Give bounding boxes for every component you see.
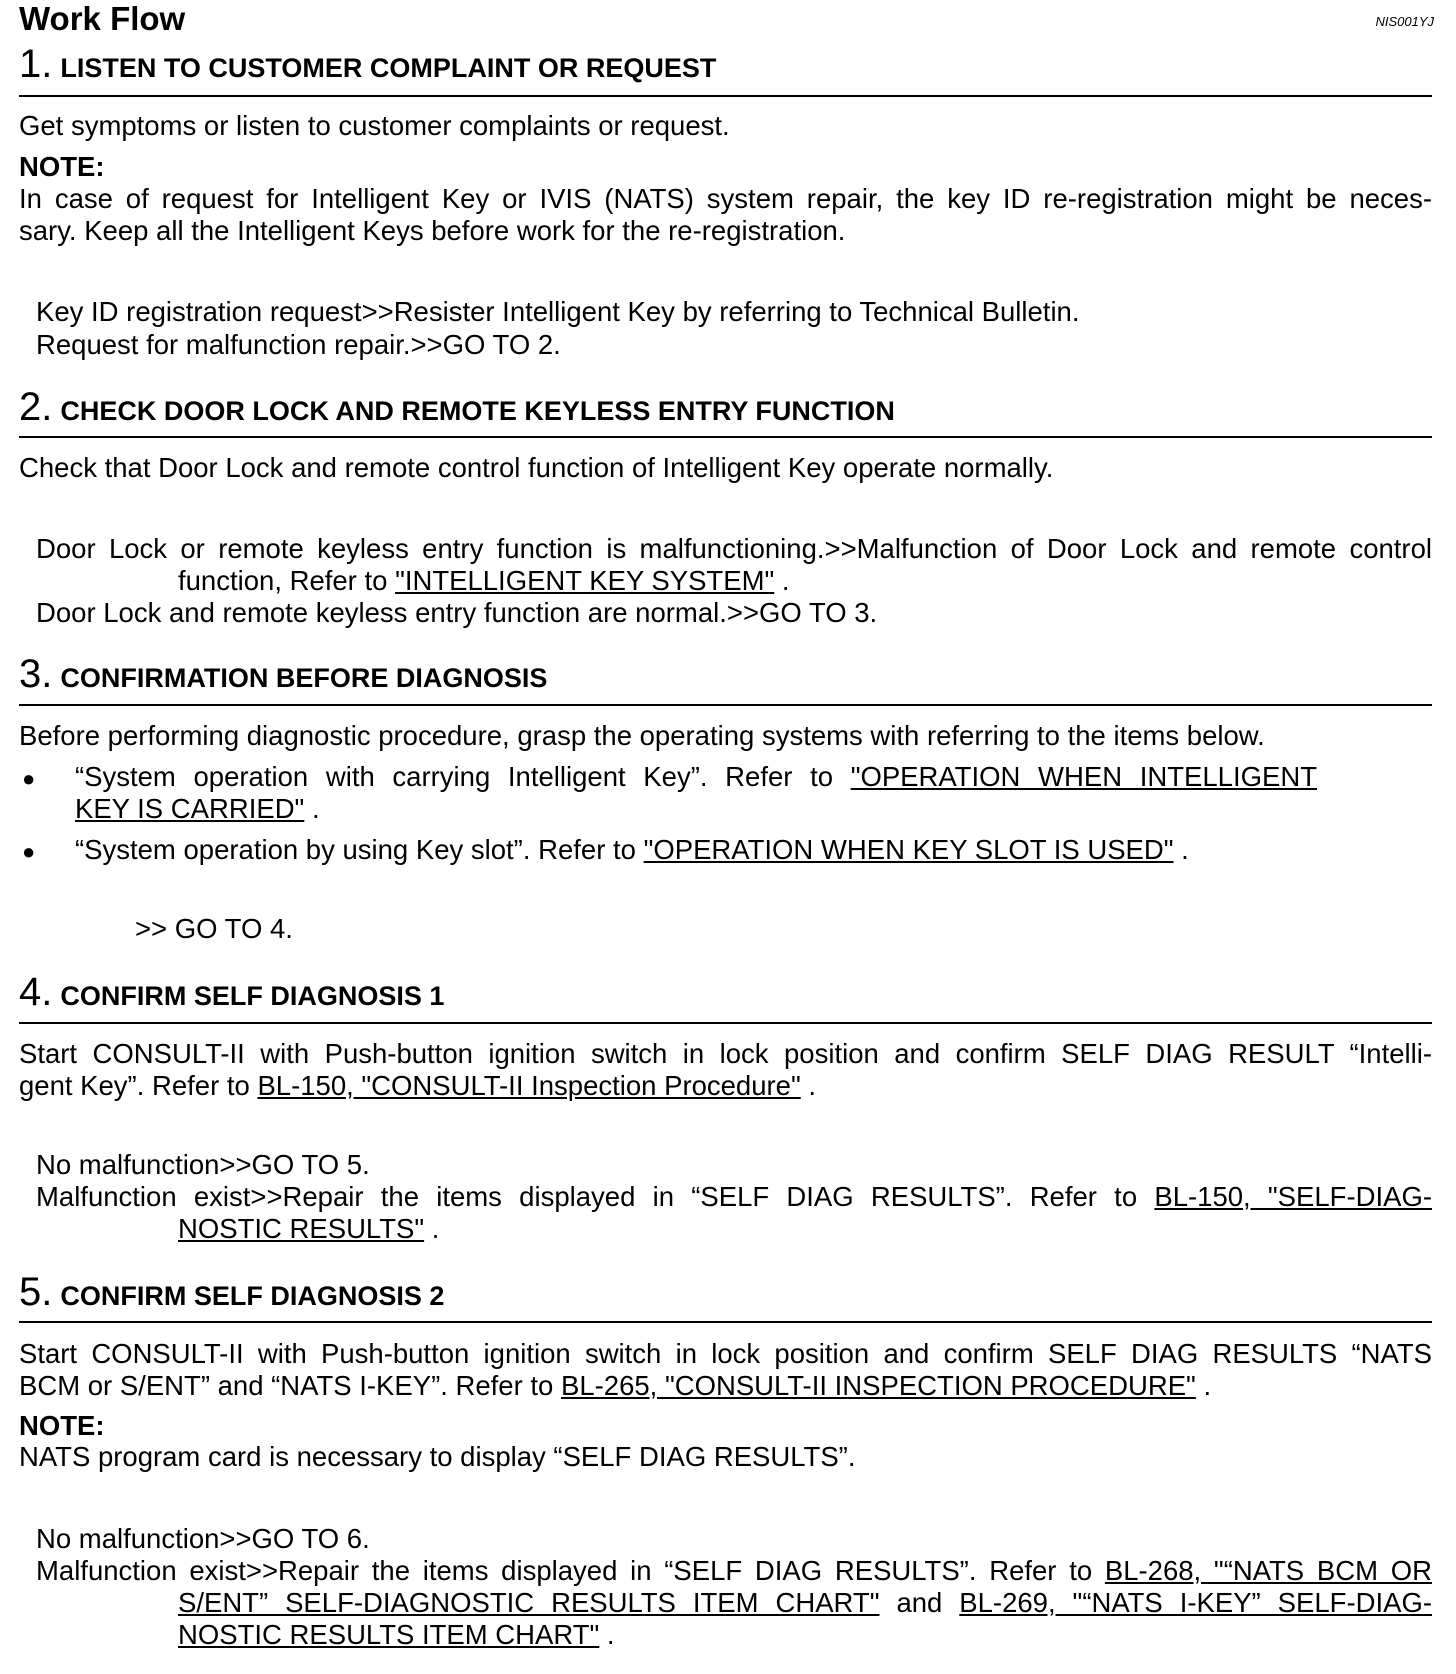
step-number: 4. [19,970,53,1014]
note-label: NOTE: [19,1410,105,1441]
text: Malfunction exist>>Repair the items displayed in “SELF DIAG RESULTS”. Refer to [36,1181,1155,1212]
step-title: CONFIRMATION BEFORE DIAGNOSIS [60,663,548,693]
step-1-body: Get symptoms or listen to customer complaints or request. [19,110,730,141]
result-line: Door Lock and remote keyless entry function are normal.>>GO TO 3. [36,597,878,628]
note-text: NATS program card is necessary to display “SELF DIAG RESULTS”. [19,1441,856,1472]
text: . [1195,1370,1212,1401]
step-5-body: Start CONSULT-II with Push-button ignition switch in lock position and confirm SELF DIAG RESULTS “NATS [19,1338,1432,1369]
result-line [178,1213,439,1245]
text: . [800,1070,817,1101]
text: Malfunction exist>>Repair the items displayed in “SELF DIAG RESULTS”. Refer to [36,1555,1105,1586]
step-2-heading [19,387,895,427]
bl-268-link[interactable]: BL-268, "“NATS BCM OR [1104,1555,1432,1586]
bl-150-self-diag-link[interactable]: NOSTIC RESULTS" [178,1213,425,1244]
step-2-body: Check that Door Lock and remote control function of Intelligent Key operate normally. [19,452,1054,483]
step-number: 5. [19,1270,53,1314]
text: . [599,1619,615,1650]
note-text: In case of request for Intelligent Key or IVIS (NATS) system repair, the key ID re-registration might be neces- [19,183,1432,214]
bullet-icon: ● [22,839,36,864]
text: and [896,1587,960,1618]
result-line [178,565,790,597]
note-text: sary. Keep all the Intelligent Keys before work for the re-registration. [19,215,846,246]
text: . [424,1213,440,1244]
text: function, Refer to [178,565,396,596]
text: . [1173,834,1189,865]
step-4-body: Start CONSULT-II with Push-button ignition switch in lock position and confirm SELF DIAG RESULT “Intelli- [19,1038,1432,1069]
page-title: Work Flow [19,0,186,37]
text: BCM or S/ENT” and “NATS I-KEY”. Refer to [19,1370,561,1401]
bl-265-consult-link[interactable]: BL-265, "CONSULT-II INSPECTION PROCEDURE" [560,1370,1196,1401]
result-line: >> GO TO 4. [135,913,293,944]
divider [19,436,1432,438]
bullet-item-cont [75,793,320,825]
result-line [178,1587,1432,1619]
result-line: No malfunction>>GO TO 6. [36,1523,370,1554]
step-5-body [19,1370,1432,1402]
bullet-item [75,834,1189,866]
bullet-item [75,761,1317,793]
operation-key-slot-link[interactable]: "OPERATION WHEN KEY SLOT IS USED" [643,834,1174,865]
text: “System operation by using Key slot”. Refer to [75,834,644,865]
step-title: CONFIRM SELF DIAGNOSIS 2 [60,1281,445,1311]
step-title: CHECK DOOR LOCK AND REMOTE KEYLESS ENTRY FUNCTION [60,396,895,426]
step-4-body [19,1070,1432,1102]
divider [19,1022,1432,1024]
operation-intelligent-key-link[interactable]: "OPERATION WHEN INTELLIGENT [850,761,1317,792]
bl-150-self-diag-link[interactable]: BL-150, "SELF-DIAG- [1154,1181,1432,1212]
text: . [304,793,320,824]
result-line [36,1555,1432,1587]
result-line: Key ID registration request>>Resister Intelligent Key by referring to Technical Bulletin. [36,296,1080,327]
result-line [178,1619,615,1651]
text: . [774,565,790,596]
step-1-heading [19,44,716,84]
bl-268-link[interactable]: S/ENT” SELF-DIAGNOSTIC RESULTS ITEM CHART" [178,1587,880,1618]
bl-269-link[interactable]: NOSTIC RESULTS ITEM CHART" [178,1619,600,1650]
step-4-heading [19,972,444,1012]
step-3-body: Before performing diagnostic procedure, grasp the operating systems with referring to the items below. [19,720,1265,751]
divider [19,704,1432,706]
step-number: 2. [19,385,53,429]
intelligent-key-system-link[interactable]: "INTELLIGENT KEY SYSTEM" [395,565,775,596]
step-title: LISTEN TO CUSTOMER COMPLAINT OR REQUEST [60,53,717,83]
step-number: 1. [19,42,53,86]
result-line: Door Lock or remote keyless entry function is malfunctioning.>>Malfunction of Door Lock and remote control [36,533,1432,564]
operation-intelligent-key-link[interactable]: KEY IS CARRIED" [75,793,305,824]
step-title: CONFIRM SELF DIAGNOSIS 1 [60,981,445,1011]
text: gent Key”. Refer to [19,1070,258,1101]
bullet-icon: ● [22,766,36,791]
document-code: NIS001YJ [1375,14,1434,29]
bl-269-link[interactable]: BL-269, "“NATS I-KEY” SELF-DIAG- [959,1587,1432,1618]
result-line: Request for malfunction repair.>>GO TO 2. [36,329,561,360]
text: “System operation with carrying Intelligent Key”. Refer to [75,761,851,792]
step-5-heading [19,1272,444,1312]
step-3-heading [19,654,547,694]
divider [19,95,1432,97]
result-line: No malfunction>>GO TO 5. [36,1149,370,1180]
bl-150-consult-link[interactable]: BL-150, "CONSULT-II Inspection Procedure" [257,1070,801,1101]
step-number: 3. [19,652,53,696]
note-label: NOTE: [19,151,105,182]
result-line [36,1181,1432,1213]
divider [19,1321,1432,1323]
